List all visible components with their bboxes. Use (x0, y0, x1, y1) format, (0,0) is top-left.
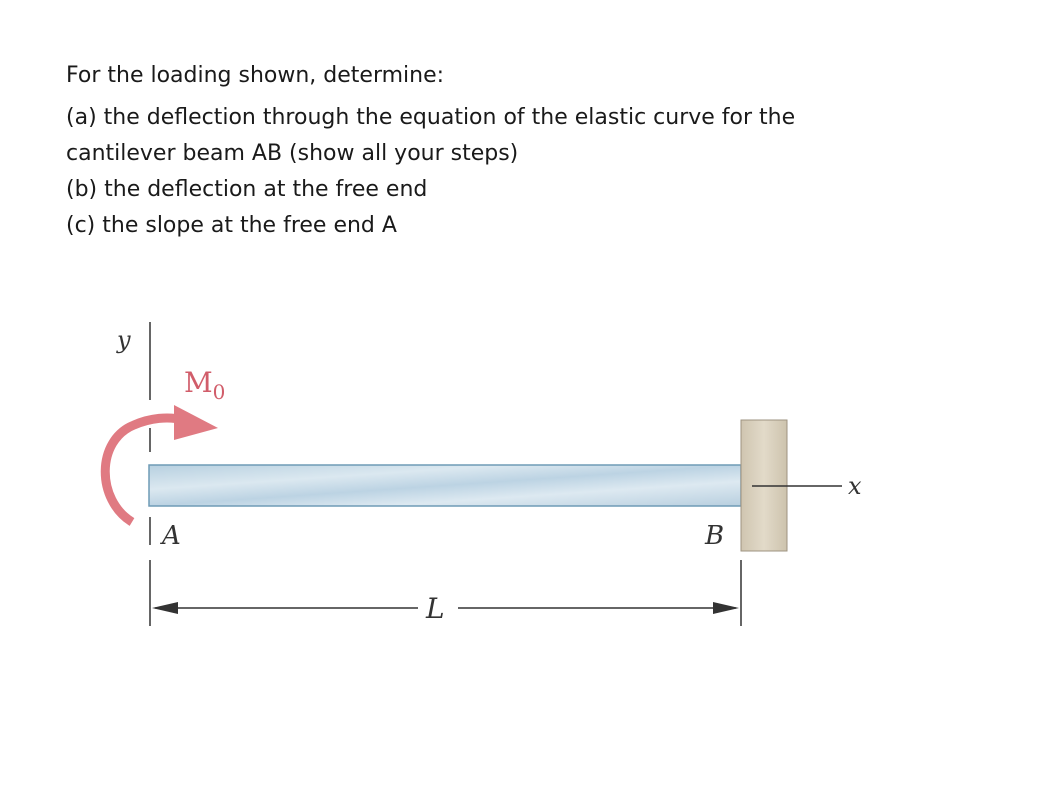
length-label: L (426, 592, 445, 625)
point-b-label: B (705, 521, 725, 551)
question-intro: For the loading shown, determine: (66, 63, 445, 88)
dimension-arrow-left-icon (152, 602, 178, 614)
beam (149, 465, 741, 506)
point-a-label: A (162, 521, 181, 551)
dimension-arrow-right-icon (713, 602, 739, 614)
question-part-b: (b) the deflection at the free end (66, 177, 428, 202)
question-part-a: (a) the deflection through the equation of the elastic curve for the cantilever beam AB (show all your steps) (66, 105, 796, 166)
moment-label: $M_0$ (184, 366, 226, 404)
y-axis-label: y (117, 326, 131, 354)
x-axis-label: x (848, 472, 862, 500)
moment-arrowhead-icon (174, 405, 218, 440)
question-part-c: (c) the slope at the free end A (66, 213, 397, 238)
